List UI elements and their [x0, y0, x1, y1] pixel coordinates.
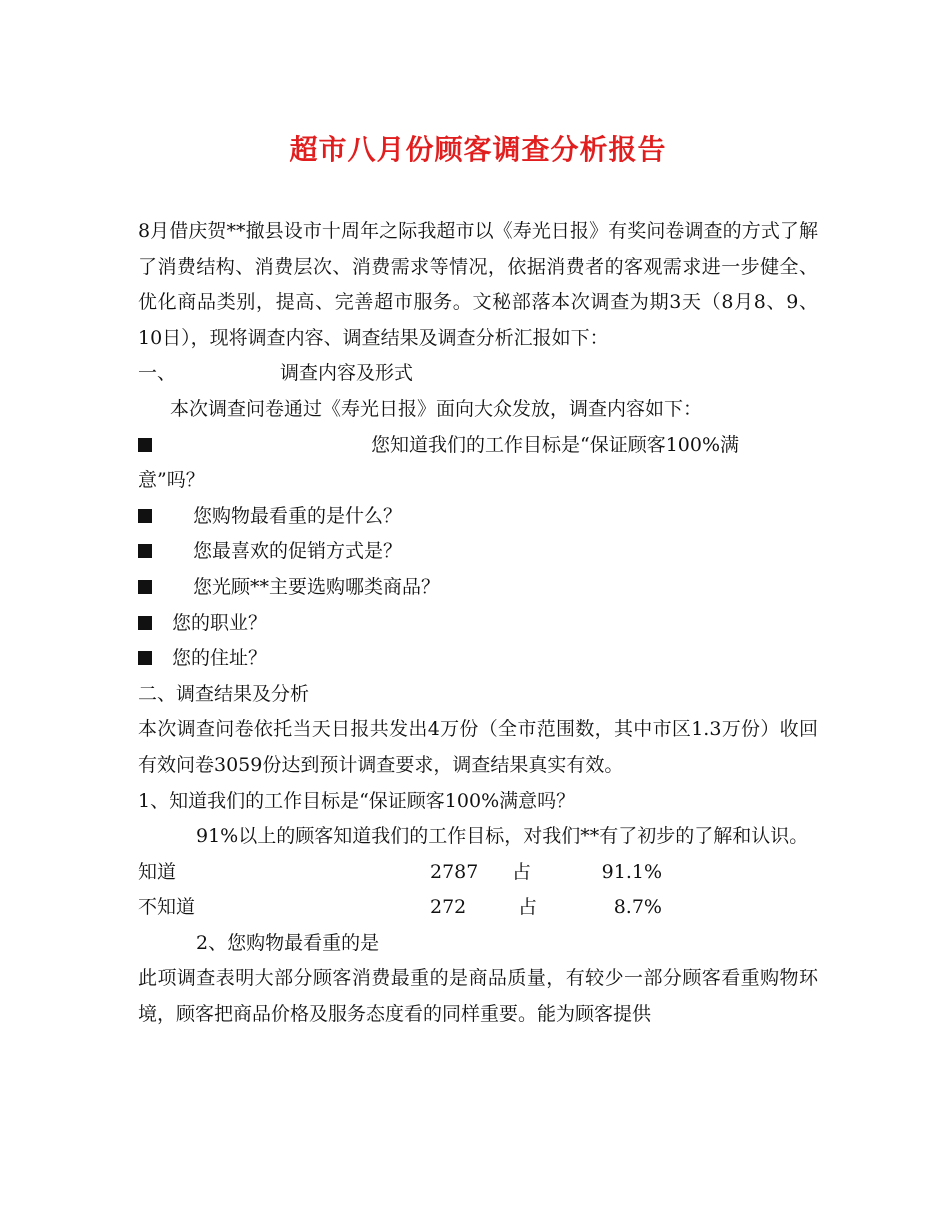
bullet-square-icon [138, 438, 152, 452]
bullet-square-icon [138, 580, 152, 594]
row-label: 不知道 [138, 896, 196, 919]
section1-heading [138, 356, 818, 392]
row-count: 272 [430, 896, 467, 919]
table-row [138, 855, 818, 891]
question-text: 意”吗？ [138, 469, 205, 492]
row-percent: 91.1% [601, 860, 662, 883]
question-text: 您的职业？ [172, 611, 268, 634]
bullet-square-icon [138, 616, 152, 630]
section2-heading: 二、调查结果及分析 [138, 682, 310, 705]
question-item [138, 606, 818, 642]
question-item [138, 570, 818, 606]
question-text: 您的住址？ [172, 647, 268, 670]
row-label: 知道 [138, 860, 177, 883]
question-text: 您知道我们的工作目标是“保证顾客100%满 [371, 433, 740, 456]
bullet-square-icon [138, 544, 152, 558]
q1-description: 91%以上的顾客知道我们的工作目标，对我们**有了初步的了解和认识。 [196, 825, 809, 848]
row-percent: 8.7% [613, 896, 662, 919]
document-title: 超市八月份顾客调查分析报告 [289, 133, 667, 166]
question-item [138, 641, 818, 677]
section1-number: 一、 [138, 362, 177, 385]
question-continuation [138, 463, 818, 499]
section2-description: 本次调查问卷依托当天日报共发出4万份（全市范围数，其中市区1.3万份）收回有效问卷3059份达到预计调查要求，调查结果真实有效。 [138, 718, 818, 776]
table-row [138, 890, 818, 926]
row-count: 2787 [430, 860, 479, 883]
q2-description: 此项调查表明大部分顾客消费最重的是商品质量，有较少一部分顾客看重购物环境，顾客把商品价格及服务态度看的同样重要。能为顾客提供 [138, 967, 818, 1026]
question-text: 您购物最看重的是什么？ [193, 504, 403, 527]
question-item [138, 534, 818, 570]
section1-title: 调查内容及形式 [280, 362, 414, 385]
bullet-square-icon [138, 509, 152, 523]
question-item [138, 499, 818, 535]
section1-description: 本次调查问卷通过《寿光日报》面向大众发放，调查内容如下： [170, 397, 703, 420]
q1-heading: 1、知道我们的工作目标是“保证顾客100%满意吗？ [138, 789, 576, 812]
row-word: 占 [512, 860, 532, 883]
row-word: 占 [518, 896, 538, 919]
intro-paragraph: 8月借庆贺**撤县设市十周年之际我超市以《寿光日报》有奖问卷调查的方式了解了消费结构、消费层次、消费需求等情况，依据消费者的客观需求进一步健全、优化商品类别，提高、完善超市服务。文秘部落本次调查为期3天（8月8、9、10日），现将调查内容、调查结果及调查分析汇报如下： [138, 220, 818, 349]
question-text: 您光顾**主要选购哪类商品？ [193, 575, 441, 598]
bullet-square-icon [138, 651, 152, 665]
document-body [138, 214, 818, 1033]
question-text: 您最喜欢的促销方式是？ [193, 540, 403, 563]
q2-heading: 2、您购物最看重的是 [196, 931, 380, 954]
question-item [138, 428, 818, 464]
